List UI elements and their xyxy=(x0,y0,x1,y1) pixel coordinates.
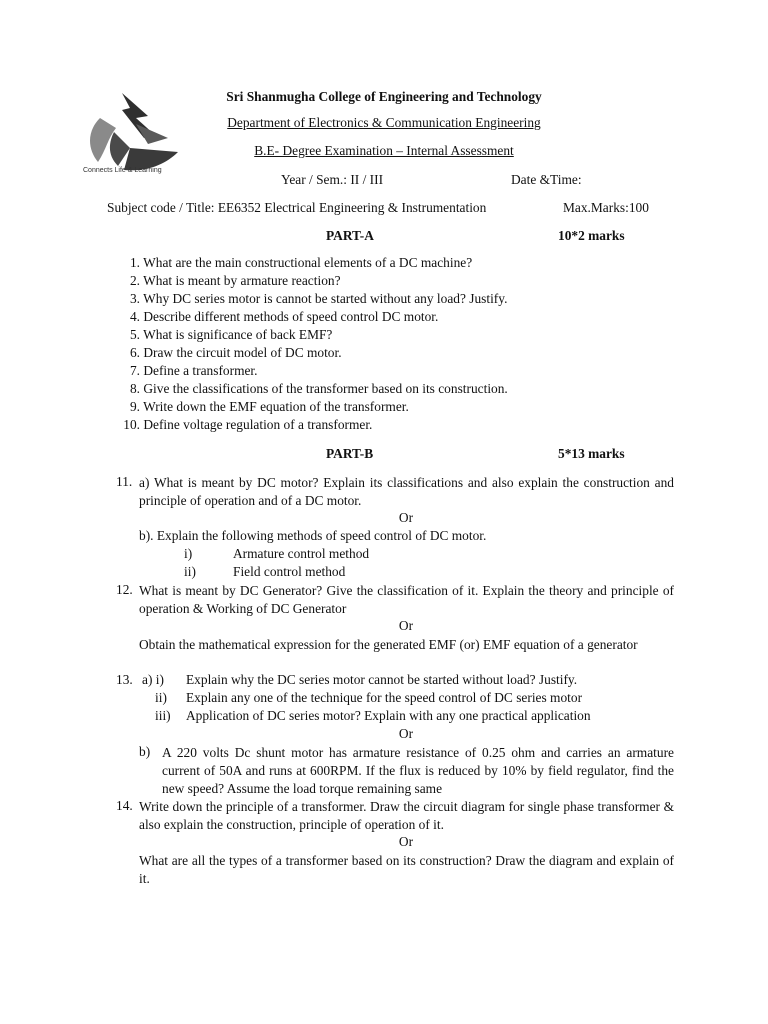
logo-tagline: Connects Life & Learning xyxy=(83,167,162,174)
question-text: a) What is meant by DC motor? Explain its classifications and also explain the construction and principle of operation and of a DC motor. xyxy=(139,475,674,508)
list-item: 4. Describe different methods of speed control DC motor. xyxy=(129,309,439,324)
question-number: 14. xyxy=(116,798,133,813)
sub-item-text: Explain any one of the technique for the speed control of DC series motor xyxy=(186,690,583,705)
question-text: What is meant by DC Generator? Give the classification of it. Explain the theory and principle of operation & Working of DC Generator xyxy=(139,583,674,616)
part-b-marks: 5*13 marks xyxy=(558,446,625,461)
sub-item-text: Application of DC series motor? Explain with any one practical application xyxy=(186,708,591,723)
sub-item-number: iii) xyxy=(155,708,171,723)
or-separator: Or xyxy=(398,726,414,741)
date-time: Date &Time: xyxy=(511,172,582,187)
or-separator: Or xyxy=(398,834,414,849)
question-number: 11. xyxy=(116,474,133,489)
year-semester: Year / Sem.: II / III xyxy=(281,172,384,187)
sub-item-text: Armature control method xyxy=(233,546,370,561)
list-item: 10. Define voltage regulation of a transformer. xyxy=(123,417,373,432)
or-separator: Or xyxy=(398,618,414,633)
max-marks: Max.Marks:100 xyxy=(563,200,649,215)
question-text: Obtain the mathematical expression for the generated EMF (or) EMF equation of a generator xyxy=(139,637,638,652)
list-item: 1. What are the main constructional elements of a DC machine? xyxy=(129,255,473,270)
sub-item-text: Explain why the DC series motor cannot be started without load? Justify. xyxy=(186,672,578,687)
college-name: Sri Shanmugha College of Engineering and Technology xyxy=(226,89,542,104)
question-text: b). Explain the following methods of speed control of DC motor. xyxy=(139,528,487,543)
part-b-title: PART-B xyxy=(326,446,374,461)
list-item: 8. Give the classifications of the transformer based on its construction. xyxy=(129,381,508,396)
question-text: A 220 volts Dc shunt motor has armature resistance of 0.25 ohm and carries an armature current of 50A and runs at 600RPM. If the flux is reduced by 10% by field regulator, find the new speed? Assume the load torque remaining same xyxy=(162,745,674,796)
sub-item-number: a) i) xyxy=(142,672,164,687)
list-item: 3. Why DC series motor is cannot be started without any load? Justify. xyxy=(129,291,508,306)
list-item: 7. Define a transformer. xyxy=(129,363,258,378)
question-text: What are all the types of a transformer based on its construction? Draw the diagram and explain of it. xyxy=(139,853,674,886)
list-item: 6. Draw the circuit model of DC motor. xyxy=(129,345,342,360)
sub-item-number: ii) xyxy=(155,690,167,705)
exam-title: B.E- Degree Examination – Internal Assessment xyxy=(254,143,514,158)
list-item: 2. What is meant by armature reaction? xyxy=(129,273,341,288)
part-a-marks: 10*2 marks xyxy=(558,228,625,243)
list-item: 5. What is significance of back EMF? xyxy=(129,327,333,342)
subject-title: Subject code / Title: EE6352 Electrical Engineering & Instrumentation xyxy=(107,200,487,215)
question-number: 12. xyxy=(116,582,133,597)
list-item: 9. Write down the EMF equation of the transformer. xyxy=(129,399,409,414)
or-separator: Or xyxy=(398,510,414,525)
question-text: Write down the principle of a transformer. Draw the circuit diagram for single phase transformer & also explain the construction, principle of operation of it. xyxy=(139,799,674,832)
part-a-title: PART-A xyxy=(326,228,374,243)
sub-item-number: i) xyxy=(184,546,193,561)
department-name: Department of Electronics & Communication Engineering xyxy=(227,115,541,130)
sub-item-number: b) xyxy=(139,744,151,759)
sub-item-number: ii) xyxy=(184,564,196,579)
question-number: 13. xyxy=(116,672,133,687)
sub-item-text: Field control method xyxy=(233,564,346,579)
